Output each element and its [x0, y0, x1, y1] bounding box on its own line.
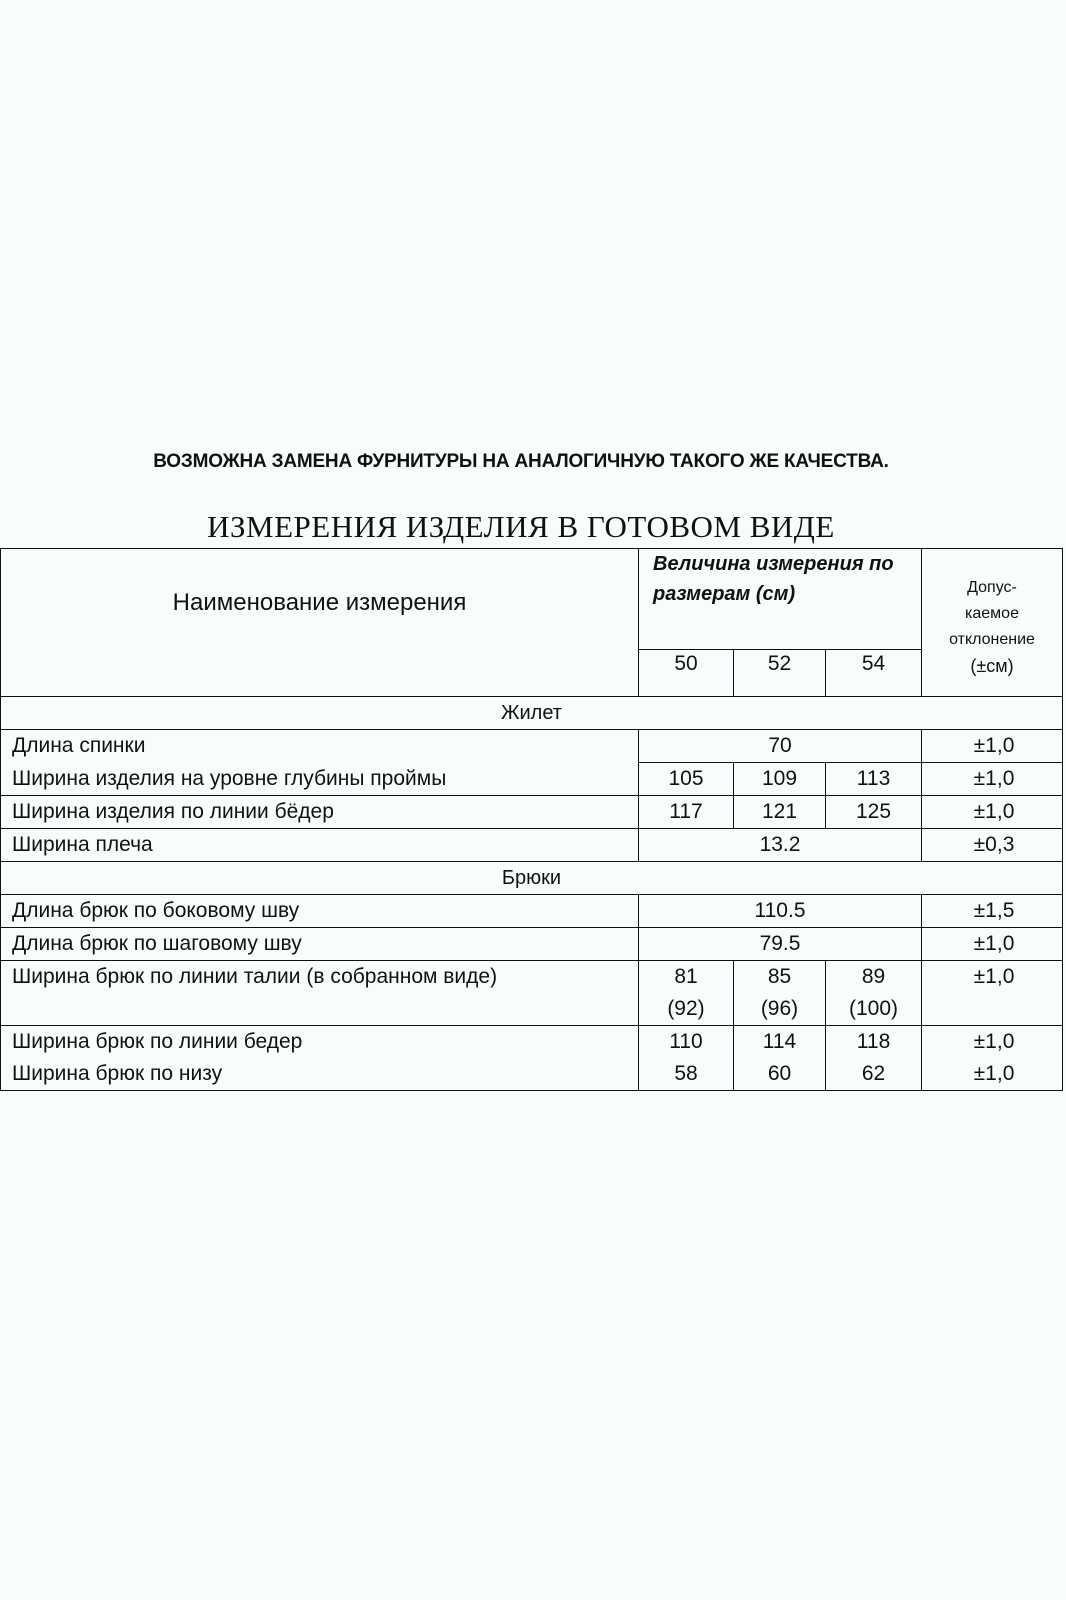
header-tolerance-line: (±см) [970, 656, 1014, 676]
row-merged-value: 13.2 [639, 829, 922, 862]
section-row [1, 697, 1063, 730]
row-tolerance: ±1,0 [922, 730, 1063, 763]
section-label: Жилет [1, 697, 1063, 730]
row-tolerance: ±1,0 [922, 928, 1063, 961]
row-value-line: 81 [674, 965, 698, 988]
size-54: 54 [826, 650, 922, 697]
section-label: Брюки [1, 862, 1063, 895]
row-tolerance: ±1,0 [922, 1026, 1063, 1059]
row-tolerance: ±1,0 [922, 796, 1063, 829]
row-value: 118 [826, 1026, 922, 1059]
table-row [1, 763, 1063, 796]
notice-text: ВОЗМОЖНА ЗАМЕНА ФУРНИТУРЫ НА АНАЛОГИЧНУЮ ТАКОГО ЖЕ КАЧЕСТВА. [153, 451, 889, 472]
row-value: 114 [734, 1026, 826, 1059]
row-value: 113 [826, 763, 922, 796]
row-tolerance: ±1,5 [922, 895, 1063, 928]
row-value-line: (96) [760, 997, 799, 1020]
row-merged-value: 110.5 [639, 895, 922, 928]
row-value: 62 [826, 1058, 922, 1091]
row-name: Ширина брюк по низу [1, 1058, 639, 1091]
row-merged-value: 70 [639, 730, 922, 763]
row-value [639, 961, 734, 1026]
row-value-line: 85 [767, 965, 792, 988]
row-value [826, 961, 922, 1026]
size-52: 52 [734, 650, 826, 697]
row-tolerance: ±1,0 [922, 1058, 1063, 1091]
section-row [1, 862, 1063, 895]
row-tolerance: ±1,0 [922, 961, 1063, 1026]
row-value: 109 [734, 763, 826, 796]
row-value: 125 [826, 796, 922, 829]
header-tolerance-line: каемое [965, 605, 1019, 622]
table-row [1, 961, 1063, 1026]
row-tolerance: ±0,3 [922, 829, 1063, 862]
row-value [734, 961, 826, 1026]
row-name: Ширина брюк по линии талии (в собранном виде) [1, 961, 639, 1026]
table-row [1, 1058, 1063, 1091]
row-value: 117 [639, 796, 734, 829]
table-row [1, 829, 1063, 862]
measurements-table [0, 548, 1063, 1091]
table-row [1, 928, 1063, 961]
table-row [1, 895, 1063, 928]
row-value: 60 [734, 1058, 826, 1091]
size-50: 50 [639, 650, 734, 697]
row-value-line: 89 [861, 965, 886, 988]
row-name: Длина брюк по боковому шву [1, 895, 639, 928]
header-tolerance-line: отклонение [949, 631, 1035, 648]
row-merged-value: 79.5 [639, 928, 922, 961]
row-name: Ширина изделия по линии бёдер [1, 796, 639, 829]
table-row [1, 730, 1063, 763]
table-row [1, 796, 1063, 829]
row-value-line: (92) [667, 997, 705, 1020]
header-tolerance-line: Допус- [967, 579, 1017, 596]
row-name: Ширина плеча [1, 829, 639, 862]
table-row [1, 1026, 1063, 1059]
row-value: 110 [639, 1026, 734, 1059]
row-tolerance: ±1,0 [922, 763, 1063, 796]
header-name: Наименование измерения [1, 549, 639, 697]
page-title: ИЗМЕРЕНИЯ ИЗДЕЛИЯ В ГОТОВОМ ВИДЕ [207, 509, 835, 544]
row-value: 105 [639, 763, 734, 796]
header-tolerance [922, 549, 1063, 697]
row-value-line: (100) [848, 997, 899, 1020]
row-name: Длина спинки [1, 730, 639, 763]
row-name: Ширина изделия на уровне глубины проймы [1, 763, 639, 796]
row-name: Ширина брюк по линии бедер [1, 1026, 639, 1059]
row-value: 121 [734, 796, 826, 829]
row-name: Длина брюк по шаговому шву [1, 928, 639, 961]
header-size-group: Величина измерения по размерам (см) [639, 549, 922, 650]
row-value: 58 [639, 1058, 734, 1091]
